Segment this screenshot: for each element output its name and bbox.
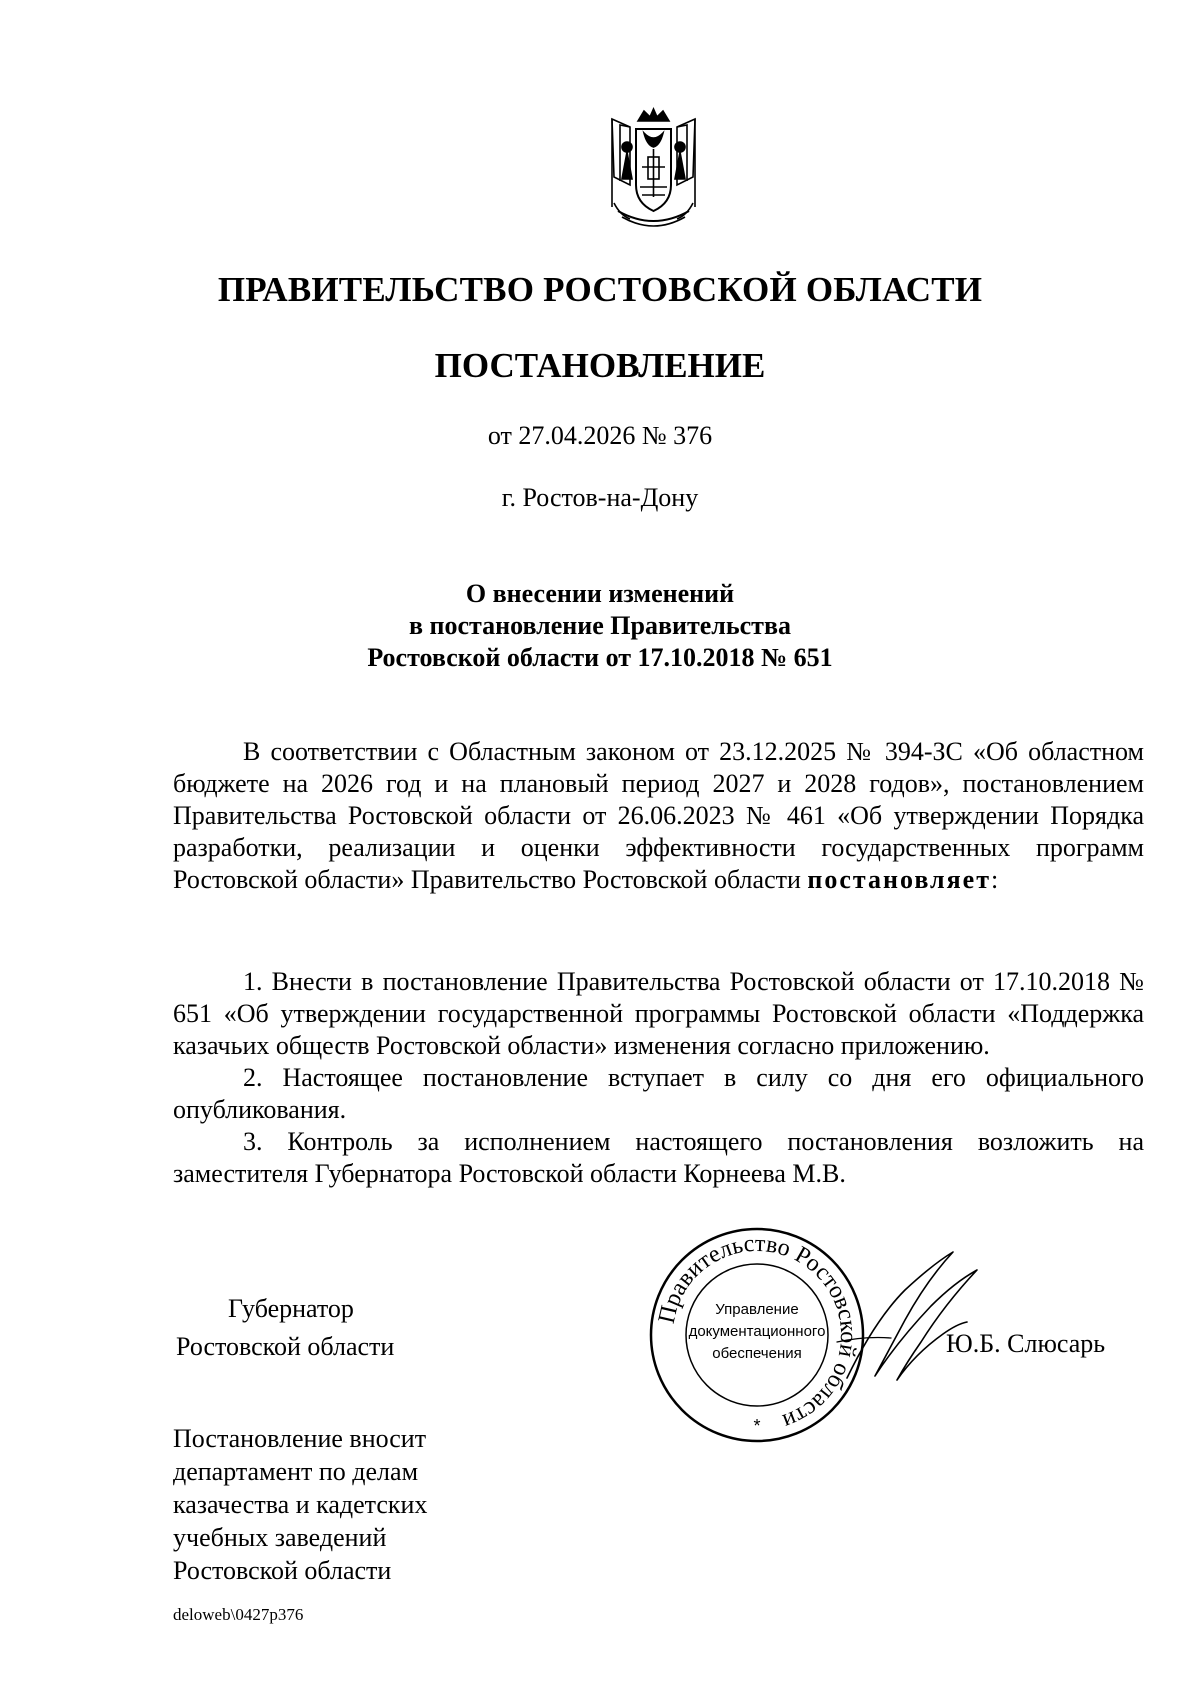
stamp-center-line: Управление	[715, 1301, 799, 1318]
stamp-star: *	[753, 1416, 761, 1436]
preamble-tail: :	[991, 865, 999, 894]
subject-line: О внесении изменений	[465, 579, 735, 608]
stamp-ring-text: Правительство Ростовской области	[653, 1230, 862, 1435]
document-city: г. Ростов-на-Дону	[501, 483, 699, 512]
contributor-note	[173, 1422, 427, 1587]
document-subject	[0, 578, 1200, 674]
document-file-code: deloweb\0427p376	[173, 1605, 304, 1624]
stamp-center-line: документационного	[688, 1323, 826, 1340]
signatory-title	[176, 1290, 394, 1366]
signatory-title-line: Губернатор	[228, 1294, 354, 1323]
contributor-line: казачества и кадетских	[173, 1490, 428, 1519]
rostov-oblast-coat-of-arms-icon	[600, 107, 707, 234]
document-type: ПОСТАНОВЛЕНИЕ	[434, 346, 766, 385]
decree-item: 2. Настоящее постановление вступает в силу со дня его официального опубликования.	[173, 1063, 1144, 1124]
contributor-line: Постановление вносит	[173, 1424, 427, 1453]
preamble-text: В соответствии с Областным законом от 23.12.2025 № 394-ЗС «Об областном бюджете на 2026 год и на плановый период 2027 и 2028 годов», постановлением Правительства Ростовской области от 26.06.2023 № 461 «Об утверждении Порядка разработки, реализации и оценки эффективности государственных программ Ростовской области» Правительство Ростовской области	[173, 737, 1144, 894]
handwritten-signature	[835, 1250, 985, 1390]
contributor-line: Ростовской области	[173, 1556, 392, 1585]
subject-line: в постановление Правительства	[408, 611, 791, 640]
decree-items	[173, 966, 1144, 1190]
signatory-title-line: Ростовской области	[176, 1332, 395, 1361]
contributor-line: департамент по делам	[173, 1457, 419, 1486]
decree-item: 1. Внести в постановление Правительства Ростовской области от 17.10.2018 № 651 «Об утверждении государственной программы Ростовской области «Поддержка казачьих обществ Ростовской области» изменения согласно приложению.	[173, 967, 1144, 1060]
contributor-line: учебных заведений	[173, 1523, 387, 1552]
stamp-center-line: обеспечения	[712, 1345, 802, 1362]
document-date-number: от 27.04.2026 № 376	[487, 421, 713, 450]
preamble	[173, 736, 1144, 896]
preamble-decree-word: постановляет	[807, 865, 991, 894]
government-title: ПРАВИТЕЛЬСТВО РОСТОВСКОЙ ОБЛАСТИ	[217, 270, 983, 309]
preamble-paragraph	[173, 736, 1144, 896]
signatory-name: Ю.Б. Слюсарь	[946, 1329, 1106, 1358]
subject-line: Ростовской области от 17.10.2018 № 651	[367, 643, 833, 672]
official-stamp	[648, 1226, 866, 1444]
decree-item: 3. Контроль за исполнением настоящего постановления возложить на заместителя Губернатора Ростовской области Корнеева М.В.	[173, 1127, 1144, 1188]
